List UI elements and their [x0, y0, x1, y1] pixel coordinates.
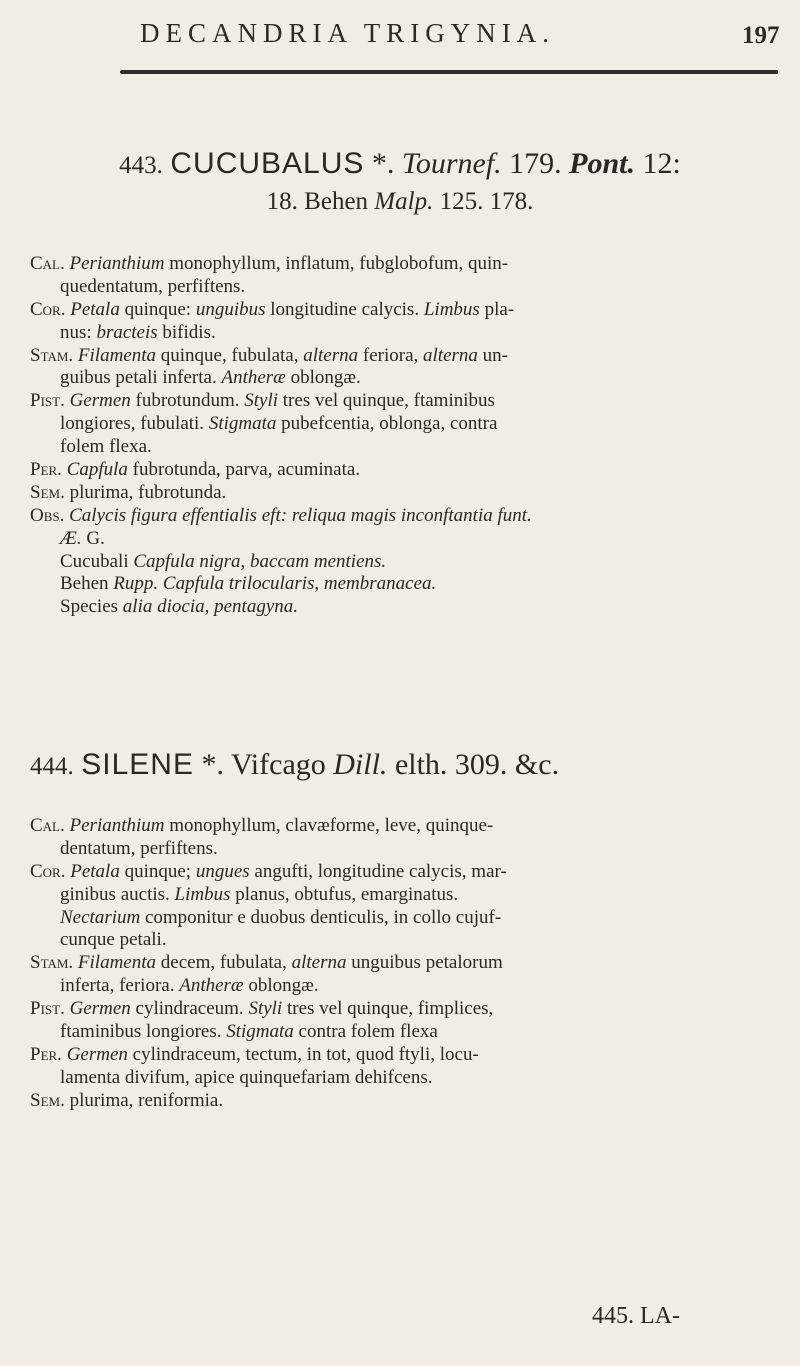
italic-term: Stigmata [208, 413, 277, 435]
italic-term: alterna [303, 344, 359, 366]
text-run: cunque petali. [60, 929, 167, 951]
italic-term: Perianthium [69, 253, 165, 274]
entry-continuation [30, 1067, 788, 1090]
text-run: un- [477, 344, 508, 366]
text-run: pla- [479, 298, 515, 320]
entry-label: Cal. [30, 815, 65, 836]
text-run: longiores, fubulati. [60, 413, 209, 435]
text-run: quedentatum, perfiftens. [60, 275, 246, 297]
header-rule [120, 70, 778, 74]
text-run: Species [60, 596, 123, 618]
text-run: planus, obtufus, emarginatus. [230, 883, 459, 905]
text-run: inferta, feriora. [60, 975, 180, 997]
text-run: fubrotunda, parva, acuminata. [127, 459, 361, 481]
italic-term: Perianthium [69, 815, 165, 836]
text-run: feriora, [358, 344, 424, 366]
italic-term: pentagyna. [214, 596, 299, 618]
text-run: unguibus petalorum [346, 952, 503, 974]
entry-label: Per. [30, 1043, 62, 1065]
italic-term: Germen [66, 1043, 128, 1065]
text-run: monophyllum, clavæforme, leve, quinque- [164, 815, 494, 836]
entry-line [30, 505, 788, 528]
text-run: bifidis. [157, 321, 216, 343]
text-run: dentatum, perfiftens. [60, 837, 218, 859]
entry-continuation [30, 528, 788, 551]
italic-term: Petala [70, 298, 120, 320]
synonym-name: Behen [304, 188, 369, 215]
entry-continuation [30, 907, 788, 930]
text-run: quinque; [119, 860, 196, 882]
text-run: cylindraceum. [130, 998, 249, 1020]
entry-line [30, 459, 788, 482]
genus-number: 443. [119, 152, 163, 179]
italic-term: Nectarium [60, 906, 141, 928]
entry-continuation [30, 413, 788, 436]
italic-term: Filamenta [77, 344, 157, 366]
reference-author: Dill. [333, 748, 388, 781]
italic-term: Stigmata [226, 1021, 294, 1043]
reference-rest: elth. 309. &c. [394, 748, 560, 781]
italic-term: Antheræ [221, 367, 286, 389]
italic-term: bracteis [96, 321, 158, 343]
text-run: nus: [60, 321, 97, 343]
entry-label: Sem. [30, 1089, 65, 1111]
description-443 [30, 253, 788, 619]
italic-term: Rupp. [113, 573, 159, 595]
entry-line [30, 253, 788, 276]
text-run: , [204, 596, 215, 618]
entry-label: Cor. [30, 860, 66, 882]
synonym-name: Vifcago [230, 748, 326, 781]
genus-synonyms-443 [0, 188, 800, 216]
entry-line [30, 815, 788, 838]
reference-author: Tournef. [401, 147, 502, 180]
synonym-page: 18. [266, 188, 298, 215]
entry-line [30, 345, 788, 368]
reference-page: 12: [642, 147, 681, 180]
entry-continuation [30, 975, 788, 998]
text-run: guibus petali inferta. [60, 367, 222, 389]
reference-author: Pont. [569, 147, 636, 180]
entry-label: Sem. [30, 481, 65, 503]
text-run: , [240, 550, 251, 572]
italic-term: Germen [69, 998, 131, 1020]
running-title: DECANDRIA TRIGYNIA. [140, 18, 555, 48]
italic-term: Filamenta [77, 952, 157, 974]
italic-term: Styli [244, 390, 279, 412]
italic-term: Styli [248, 998, 283, 1020]
text-run: folem flexa. [60, 436, 152, 458]
text-run: quinque, fubulata, [156, 344, 304, 366]
entry-line [30, 390, 788, 413]
note-line [30, 551, 788, 574]
italic-term: Limbus [174, 883, 231, 905]
entry-line [30, 299, 788, 322]
entry-label: Pist. [30, 998, 65, 1020]
text-run: tres vel quinque, ftaminibus [278, 390, 495, 412]
text-run: pubefcentia, oblonga, contra [276, 413, 498, 435]
text-run: tres vel quinque, fimplices, [282, 998, 494, 1020]
italic-term: Antheræ [179, 975, 244, 997]
entry-continuation [30, 276, 788, 299]
text-run: plurima, fubrotunda. [69, 481, 227, 503]
entry-continuation [30, 884, 788, 907]
text-run: Cucubali [60, 550, 134, 572]
text-run: ginibus auctis. [60, 883, 175, 905]
entry-continuation [30, 929, 788, 952]
text-run: quinque: [119, 298, 196, 320]
italic-term: Germen [69, 390, 131, 412]
genus-name: CUCUBALUS [170, 147, 365, 180]
entry-label: Obs. [30, 504, 65, 526]
entry-continuation [30, 322, 788, 345]
entry-label: Cal. [30, 253, 65, 274]
entry-continuation [30, 1021, 788, 1044]
text-run: decem, fubulata, [156, 952, 292, 974]
italic-term: Capfula trilocularis [162, 573, 315, 595]
text-run: Behen [60, 573, 114, 595]
italic-term: Capfula nigra [133, 550, 241, 572]
genus-number: 444. [30, 753, 74, 780]
genus-mark: *. [371, 147, 395, 180]
italic-term: Limbus [423, 298, 480, 320]
italic-term: membranacea. [323, 573, 437, 595]
text-run: oblongæ. [243, 975, 319, 997]
text-run: monophyllum, inflatum, fubglobofum, quin- [164, 253, 509, 274]
entry-line [30, 482, 788, 505]
text-run: fubrotundum. [130, 390, 245, 412]
synonym-author: Malp. [374, 188, 434, 215]
reference-page: 179. [509, 147, 562, 180]
text-run: cylindraceum, tectum, in tot, quod ftyli, locu- [127, 1043, 479, 1065]
page-number: 197 [742, 22, 780, 49]
italic-term: Æ. [60, 527, 82, 549]
entry-label: Stam. [30, 344, 74, 366]
text-run: G. [81, 527, 105, 549]
text-run: angufti, longitudine calycis, mar- [249, 860, 507, 882]
entry-line [30, 998, 788, 1021]
catchword: 445. LA- [592, 1303, 680, 1329]
entry-label: Stam. [30, 952, 74, 974]
entry-label: Cor. [30, 298, 66, 320]
text-run: , [314, 573, 324, 595]
note-line [30, 573, 788, 596]
synonym-pages: 125. 178. [439, 188, 534, 215]
entry-line [30, 861, 788, 884]
genus-heading-444 [30, 747, 800, 785]
entry-label: Per. [30, 459, 62, 481]
text-run: ftaminibus longiores. [60, 1021, 227, 1043]
description-444 [30, 815, 788, 1113]
text-run: longitudine calycis. [265, 298, 424, 320]
italic-term: Capfula [66, 459, 128, 481]
entry-label: Pist. [30, 390, 65, 412]
italic-term: alterna [291, 952, 347, 974]
italic-term: unguibus [195, 298, 266, 320]
italic-term: Calycis figura effentialis eft: reliqua magis inconftantia funt. [69, 504, 532, 526]
italic-term: ungues [195, 860, 250, 882]
genus-name: SILENE [81, 748, 194, 781]
text-run: plurima, reniformia. [69, 1089, 224, 1111]
entry-continuation [30, 367, 788, 390]
italic-term: baccam mentiens. [250, 550, 387, 572]
entry-continuation [30, 838, 788, 861]
entry-line [30, 1090, 788, 1113]
italic-term: alterna [423, 344, 478, 366]
text-run: lamenta divifum, apice quinquefariam dehifcens. [60, 1066, 433, 1088]
italic-term: Petala [70, 860, 120, 882]
entry-line [30, 1044, 788, 1067]
running-head [0, 18, 800, 58]
genus-mark: *. [201, 748, 224, 781]
text-run: componitur e duobus denticulis, in collo cujuf- [140, 906, 502, 928]
text-run: contra folem flexa [293, 1021, 438, 1043]
italic-term: alia diocia [122, 596, 205, 618]
note-line [30, 596, 788, 619]
entry-continuation [30, 436, 788, 459]
text-run: oblongæ. [285, 367, 361, 389]
entry-line [30, 952, 788, 975]
genus-heading-443 [0, 146, 800, 184]
